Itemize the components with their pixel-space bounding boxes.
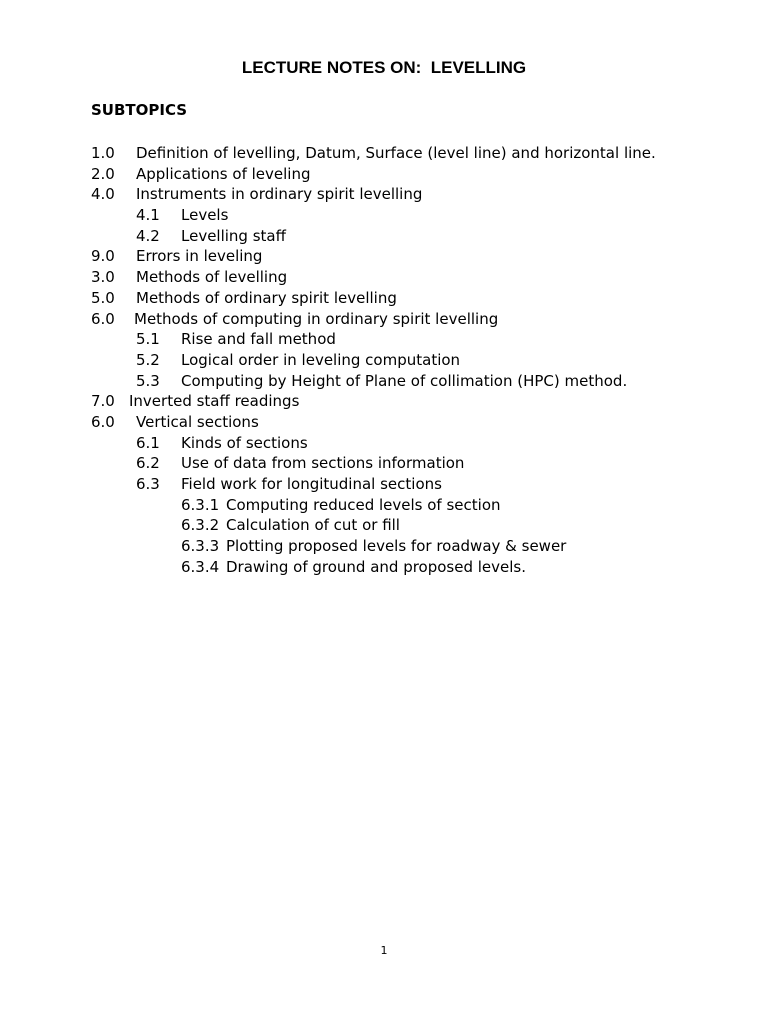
item-number: 6.0 bbox=[91, 412, 115, 431]
item-text: Applications of leveling bbox=[136, 164, 311, 183]
item-number: 7.0 bbox=[91, 392, 115, 411]
item-text: Methods of ordinary spirit levelling bbox=[136, 288, 397, 307]
item-number: 3.0 bbox=[91, 268, 115, 287]
item-number: 6.2 bbox=[136, 454, 160, 473]
item-text: Levels bbox=[181, 206, 229, 225]
list-item bbox=[0, 329, 768, 350]
list-item bbox=[0, 226, 768, 247]
list-item bbox=[0, 495, 768, 516]
list-item bbox=[0, 246, 768, 267]
list-item bbox=[0, 205, 768, 226]
list-item bbox=[0, 536, 768, 557]
list-item bbox=[0, 391, 768, 412]
list-item bbox=[0, 515, 768, 536]
page-number: 1 bbox=[380, 944, 388, 957]
item-number: 5.1 bbox=[136, 330, 160, 349]
item-text: Kinds of sections bbox=[181, 433, 308, 452]
list-item bbox=[0, 433, 768, 454]
item-number: 6.3 bbox=[136, 475, 160, 493]
item-number: 2.0 bbox=[91, 164, 115, 183]
item-text: Instruments in ordinary spirit levelling bbox=[136, 185, 423, 204]
item-number: 6.1 bbox=[136, 433, 160, 452]
item-text: Levelling staff bbox=[181, 226, 286, 245]
item-text: Vertical sections bbox=[136, 412, 259, 431]
list-item bbox=[0, 288, 768, 309]
item-number: 5.2 bbox=[136, 350, 160, 369]
list-item bbox=[0, 164, 768, 185]
list-item bbox=[0, 453, 768, 474]
subtopics-heading: SUBTOPICS bbox=[91, 101, 188, 119]
list-item bbox=[0, 350, 768, 371]
item-text: Plotting proposed levels for roadway & sewer bbox=[226, 537, 567, 556]
subtopics-list bbox=[0, 143, 768, 577]
item-text: Drawing of ground and proposed levels. bbox=[226, 557, 527, 576]
item-text: Field work for longitudinal sections bbox=[181, 475, 442, 493]
item-number: 4.1 bbox=[136, 206, 160, 225]
item-number: 6.3.4 bbox=[181, 557, 220, 576]
list-item bbox=[0, 557, 768, 578]
item-text: Methods of computing in ordinary spirit levelling bbox=[134, 309, 499, 328]
item-number: 6.0 bbox=[91, 309, 115, 328]
item-number: 4.2 bbox=[136, 226, 160, 245]
item-number: 6.3.1 bbox=[181, 495, 220, 514]
item-text: Methods of levelling bbox=[136, 268, 288, 287]
item-text: Computing by Height of Plane of collimation (HPC) method. bbox=[181, 371, 628, 390]
list-item bbox=[0, 371, 768, 392]
item-text: Computing reduced levels of section bbox=[226, 495, 501, 514]
list-item bbox=[0, 143, 768, 164]
item-text: Inverted staff readings bbox=[129, 392, 300, 411]
list-item bbox=[0, 474, 768, 495]
item-number: 4.0 bbox=[91, 185, 115, 204]
item-text: Definition of levelling, Datum, Surface (level line) and horizontal line. bbox=[136, 144, 656, 162]
item-text: Calculation of cut or fill bbox=[226, 516, 400, 535]
item-number: 5.3 bbox=[136, 371, 160, 390]
item-number: 5.0 bbox=[91, 288, 115, 307]
item-text: Errors in leveling bbox=[136, 247, 263, 266]
item-number: 1.0 bbox=[91, 144, 115, 162]
item-number: 6.3.2 bbox=[181, 516, 220, 535]
item-number: 9.0 bbox=[91, 247, 115, 266]
list-item bbox=[0, 412, 768, 433]
document-title: LECTURE NOTES ON: LEVELLING bbox=[241, 58, 527, 77]
item-number: 6.3.3 bbox=[181, 537, 220, 556]
item-text: Use of data from sections information bbox=[181, 454, 465, 473]
list-item bbox=[0, 309, 768, 330]
list-item bbox=[0, 184, 768, 205]
item-text: Logical order in leveling computation bbox=[181, 350, 461, 369]
list-item bbox=[0, 267, 768, 288]
item-text: Rise and fall method bbox=[181, 330, 336, 349]
